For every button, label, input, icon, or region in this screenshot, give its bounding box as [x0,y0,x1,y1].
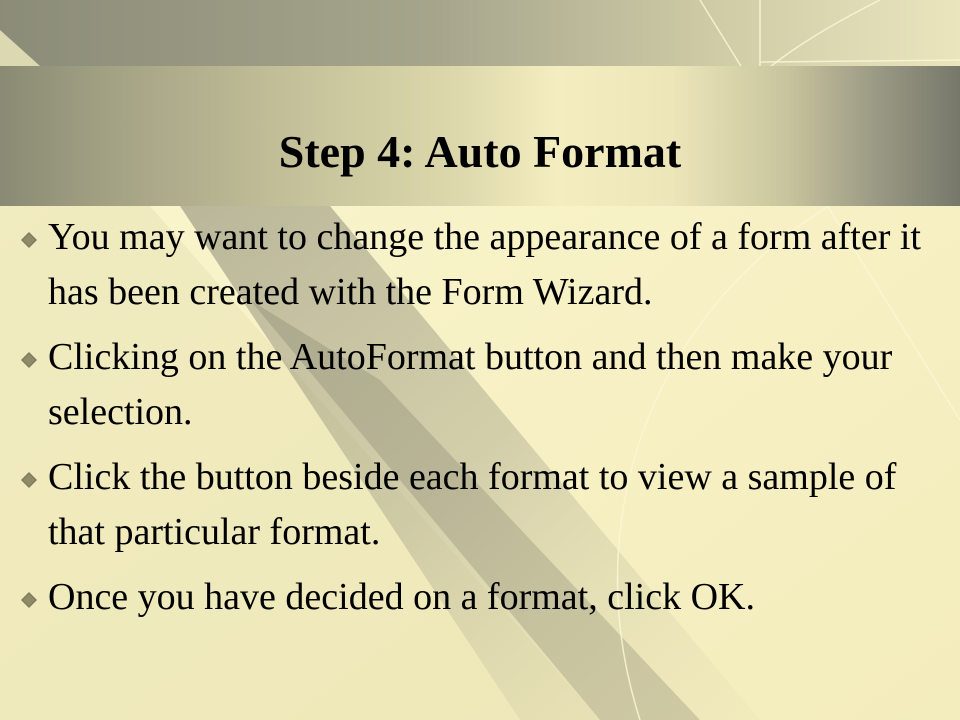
bullet-text: Clicking on the AutoFormat button and then make your selection. [48,336,893,433]
bullet-text: You may want to change the appearance of a form after it has been created with the Form Wizard. [48,216,921,313]
bullet-item-3 [20,450,940,560]
bullet-item-4 [20,570,940,625]
diamond-bullet-icon [20,231,38,249]
diamond-bullet-icon [20,471,38,489]
diamond-bullet-icon [20,351,38,369]
diamond-bullet-icon [20,591,38,609]
bullet-item-1 [20,210,940,320]
bullet-item-2 [20,330,940,440]
bullet-text: Once you have decided on a format, click OK. [48,576,755,618]
bullet-list [20,210,940,635]
bullet-text: Click the button beside each format to view a sample of that particular format. [48,456,897,553]
slide-title: Step 4: Auto Format [278,126,682,177]
